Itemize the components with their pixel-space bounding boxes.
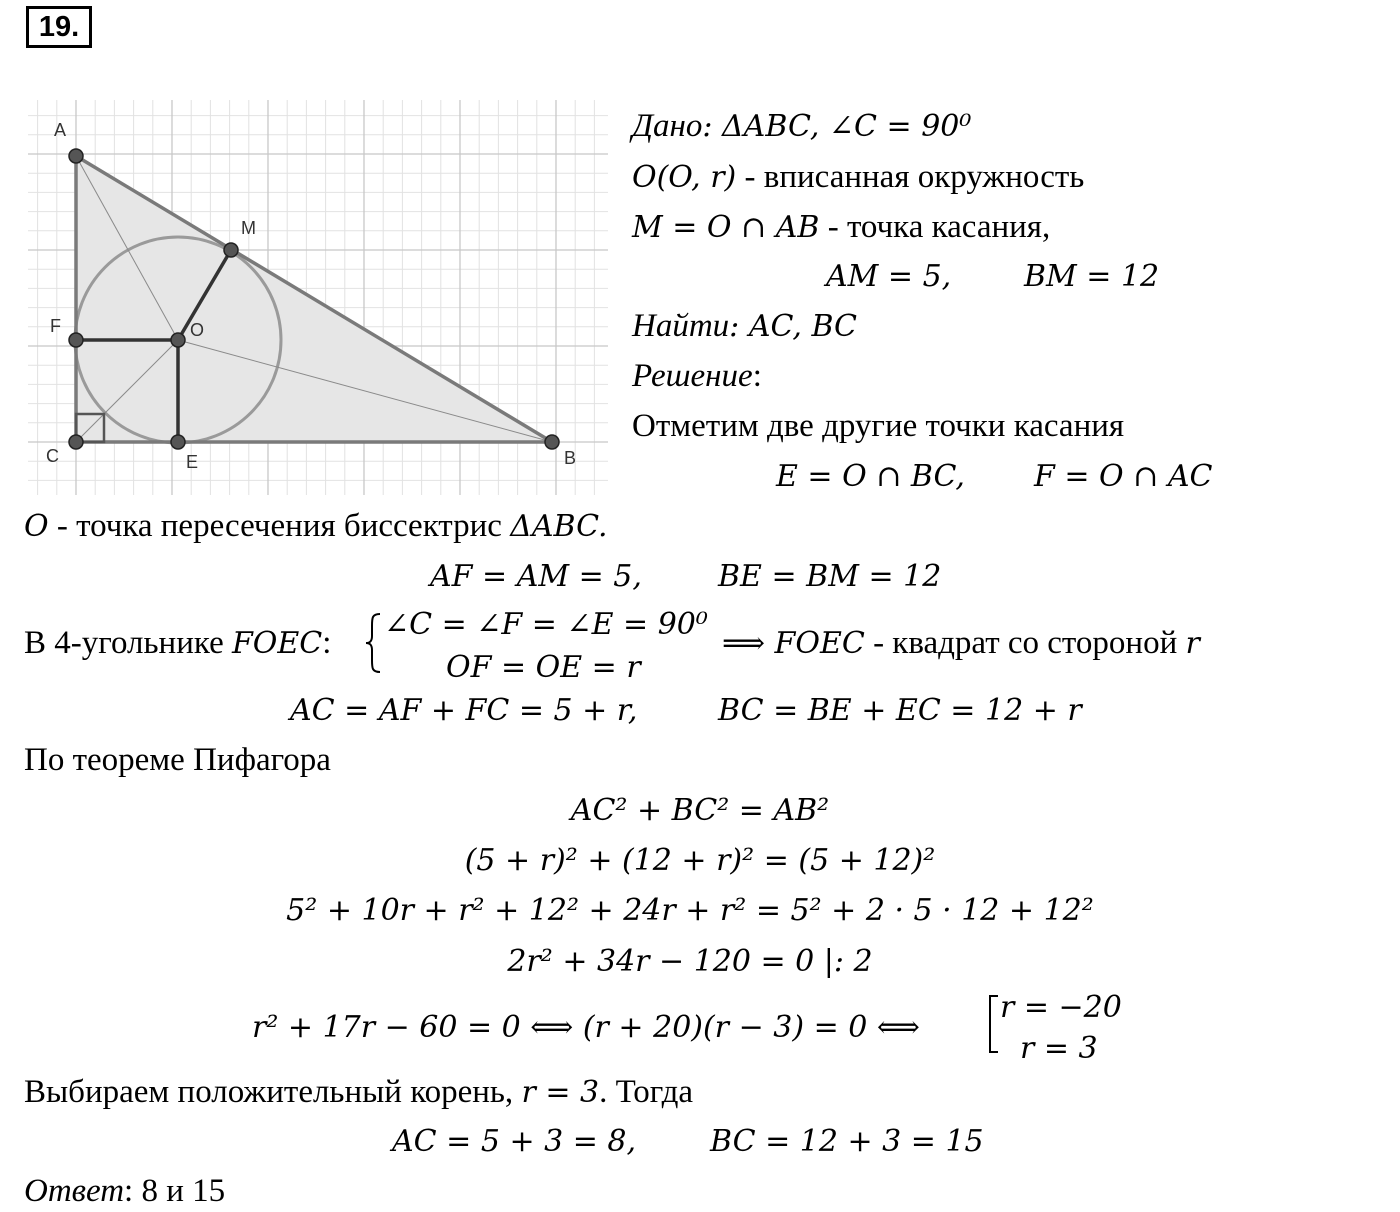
solution-line-4b: BE = BM = 12	[718, 559, 942, 594]
point-a	[69, 149, 83, 163]
solution-line-4a: AF = AM = 5,	[430, 559, 642, 594]
point-c	[69, 435, 83, 449]
given-line-4b: BM = 12	[1024, 259, 1160, 294]
set-bracket	[986, 994, 1000, 1056]
point-e	[171, 435, 185, 449]
label-f: F	[50, 316, 61, 336]
solution-line-1: Отметим две другие точки касания	[632, 408, 1125, 444]
root-2: r = 3	[1020, 1031, 1098, 1066]
equation-5: r² + 17r − 60 = 0 ⟺ (r + 20)(r − 3) = 0 ⟺	[252, 1010, 920, 1045]
solution-line-6a: AC = AF + FC = 5 + r,	[290, 693, 638, 728]
given-line-2: O(O, r) - вписанная окружность	[632, 159, 1085, 195]
given-line-1: Дано: ΔABC, ∠C = 90⁰	[632, 108, 972, 144]
label-a: A	[54, 120, 67, 140]
solution-line-2b: F = O ∩ AC	[1034, 459, 1213, 494]
root-1: r = −20	[1000, 990, 1122, 1025]
solution-heading: Решение:	[632, 358, 762, 394]
answer-line: Ответ: 8 и 15	[24, 1173, 226, 1209]
solution-line-3: O - точка пересечения биссектрис ΔABC.	[24, 508, 608, 544]
solution-line-7: По теореме Пифагора	[24, 742, 331, 778]
point-f	[69, 333, 83, 347]
equation-3: 5² + 10r + r² + 12² + 24r + r² = 5² + 2 · 5 · 12 + 12²	[286, 893, 1094, 928]
solution-line-9b: BC = 12 + 3 = 15	[710, 1124, 984, 1159]
geometry-figure	[28, 100, 608, 495]
point-b	[545, 435, 559, 449]
system-brace	[364, 612, 384, 674]
given-line-3: M = O ∩ AB - точка касания,	[632, 209, 1051, 245]
solution-line-8: Выбираем положительный корень, r = 3. Тогда	[24, 1074, 694, 1110]
solution-line-5-left: В 4-угольнике FOEC:	[24, 625, 332, 661]
given-line-4a: AM = 5,	[826, 259, 952, 294]
label-o: O	[190, 320, 205, 340]
label-b: B	[564, 448, 577, 468]
label-c: C	[46, 446, 59, 466]
find-line: Найти: AC, BC	[632, 308, 857, 344]
label-e: E	[186, 452, 199, 472]
point-m	[224, 243, 238, 257]
system-line-2: OF = OE = r	[446, 650, 641, 685]
equation-4: 2r² + 34r − 120 = 0 |: 2	[507, 944, 873, 979]
problem-number: 19.	[26, 6, 92, 48]
point-o	[171, 333, 185, 347]
equation-1: AC² + BC² = AB²	[570, 793, 830, 828]
equation-2: (5 + r)² + (12 + r)² = (5 + 12)²	[464, 843, 936, 878]
solution-line-5-right: ⟹ FOEC - квадрат со стороной r	[722, 625, 1200, 661]
solution-line-9a: AC = 5 + 3 = 8,	[392, 1124, 637, 1159]
label-m: M	[241, 218, 256, 238]
solution-line-2a: E = O ∩ BC,	[776, 459, 965, 494]
system-line-1: ∠C = ∠F = ∠E = 90⁰	[384, 607, 708, 642]
solution-line-6b: BC = BE + EC = 12 + r	[718, 693, 1082, 728]
